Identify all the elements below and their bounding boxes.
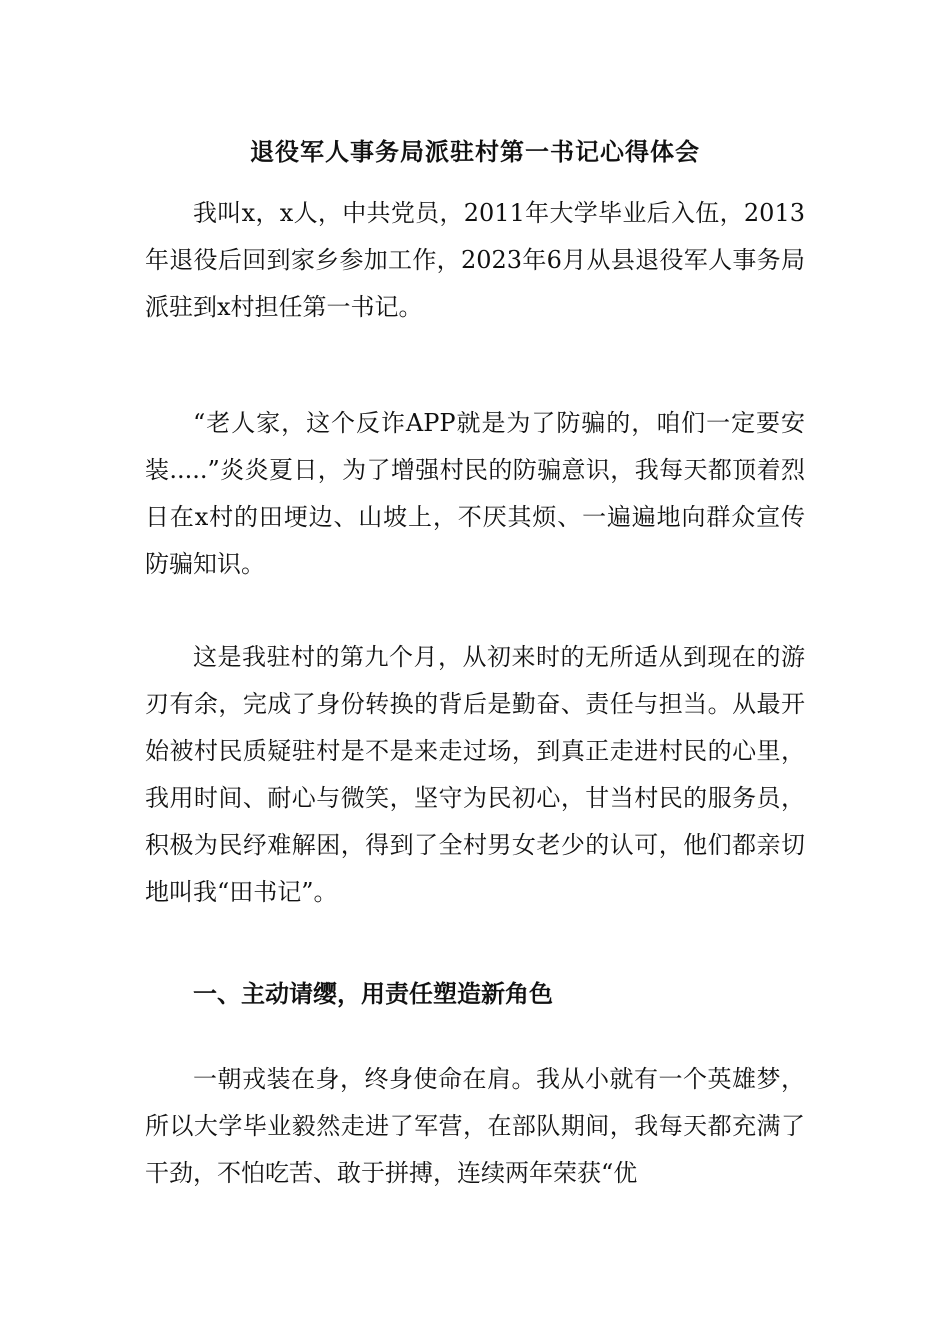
document-title: 退役军人事务局派驻村第一书记心得体会 [250, 137, 700, 166]
paragraph-ninth-month: 这是我驻村的第九个月，从初来时的无所适从到现在的游刃有余，完成了身份转换的背后是勤奋、责任与担当。从最开始被村民质疑驻村是不是来走过场，到真正走进村民的心里，我用时间、耐心与微笑，坚守为民初心，甘当村民的服务员，积极为民纾难解困，得到了全村男女老少的认可，他们都亲切地叫我“田书记”。 [145, 643, 805, 906]
paragraph-anti-fraud: “老人家，这个反诈APP就是为了防骗的，咱们一定要安装.....”炎炎夏日，为了增强村民的防骗意识，我每天都顶着烈日在x村的田埂边、山坡上，不厌其烦、一遍遍地向群众宣传防骗知识。 [145, 409, 805, 578]
paragraph-intro: 我叫x，x人，中共党员，2011年大学毕业后入伍，2013年退役后回到家乡参加工作，2023年6月从县退役军人事务局派驻到x村担任第一书记。 [145, 199, 805, 321]
section-heading: 一、主动请缨，用责任塑造新角色 [193, 979, 553, 1008]
paragraph-section-one: 一朝戎装在身，终身使命在肩。我从小就有一个英雄梦，所以大学毕业毅然走进了军营，在部队期间，我每天都充满了干劲，不怕吃苦、敢于拼搏，连续两年荣获“优 [145, 1065, 805, 1187]
